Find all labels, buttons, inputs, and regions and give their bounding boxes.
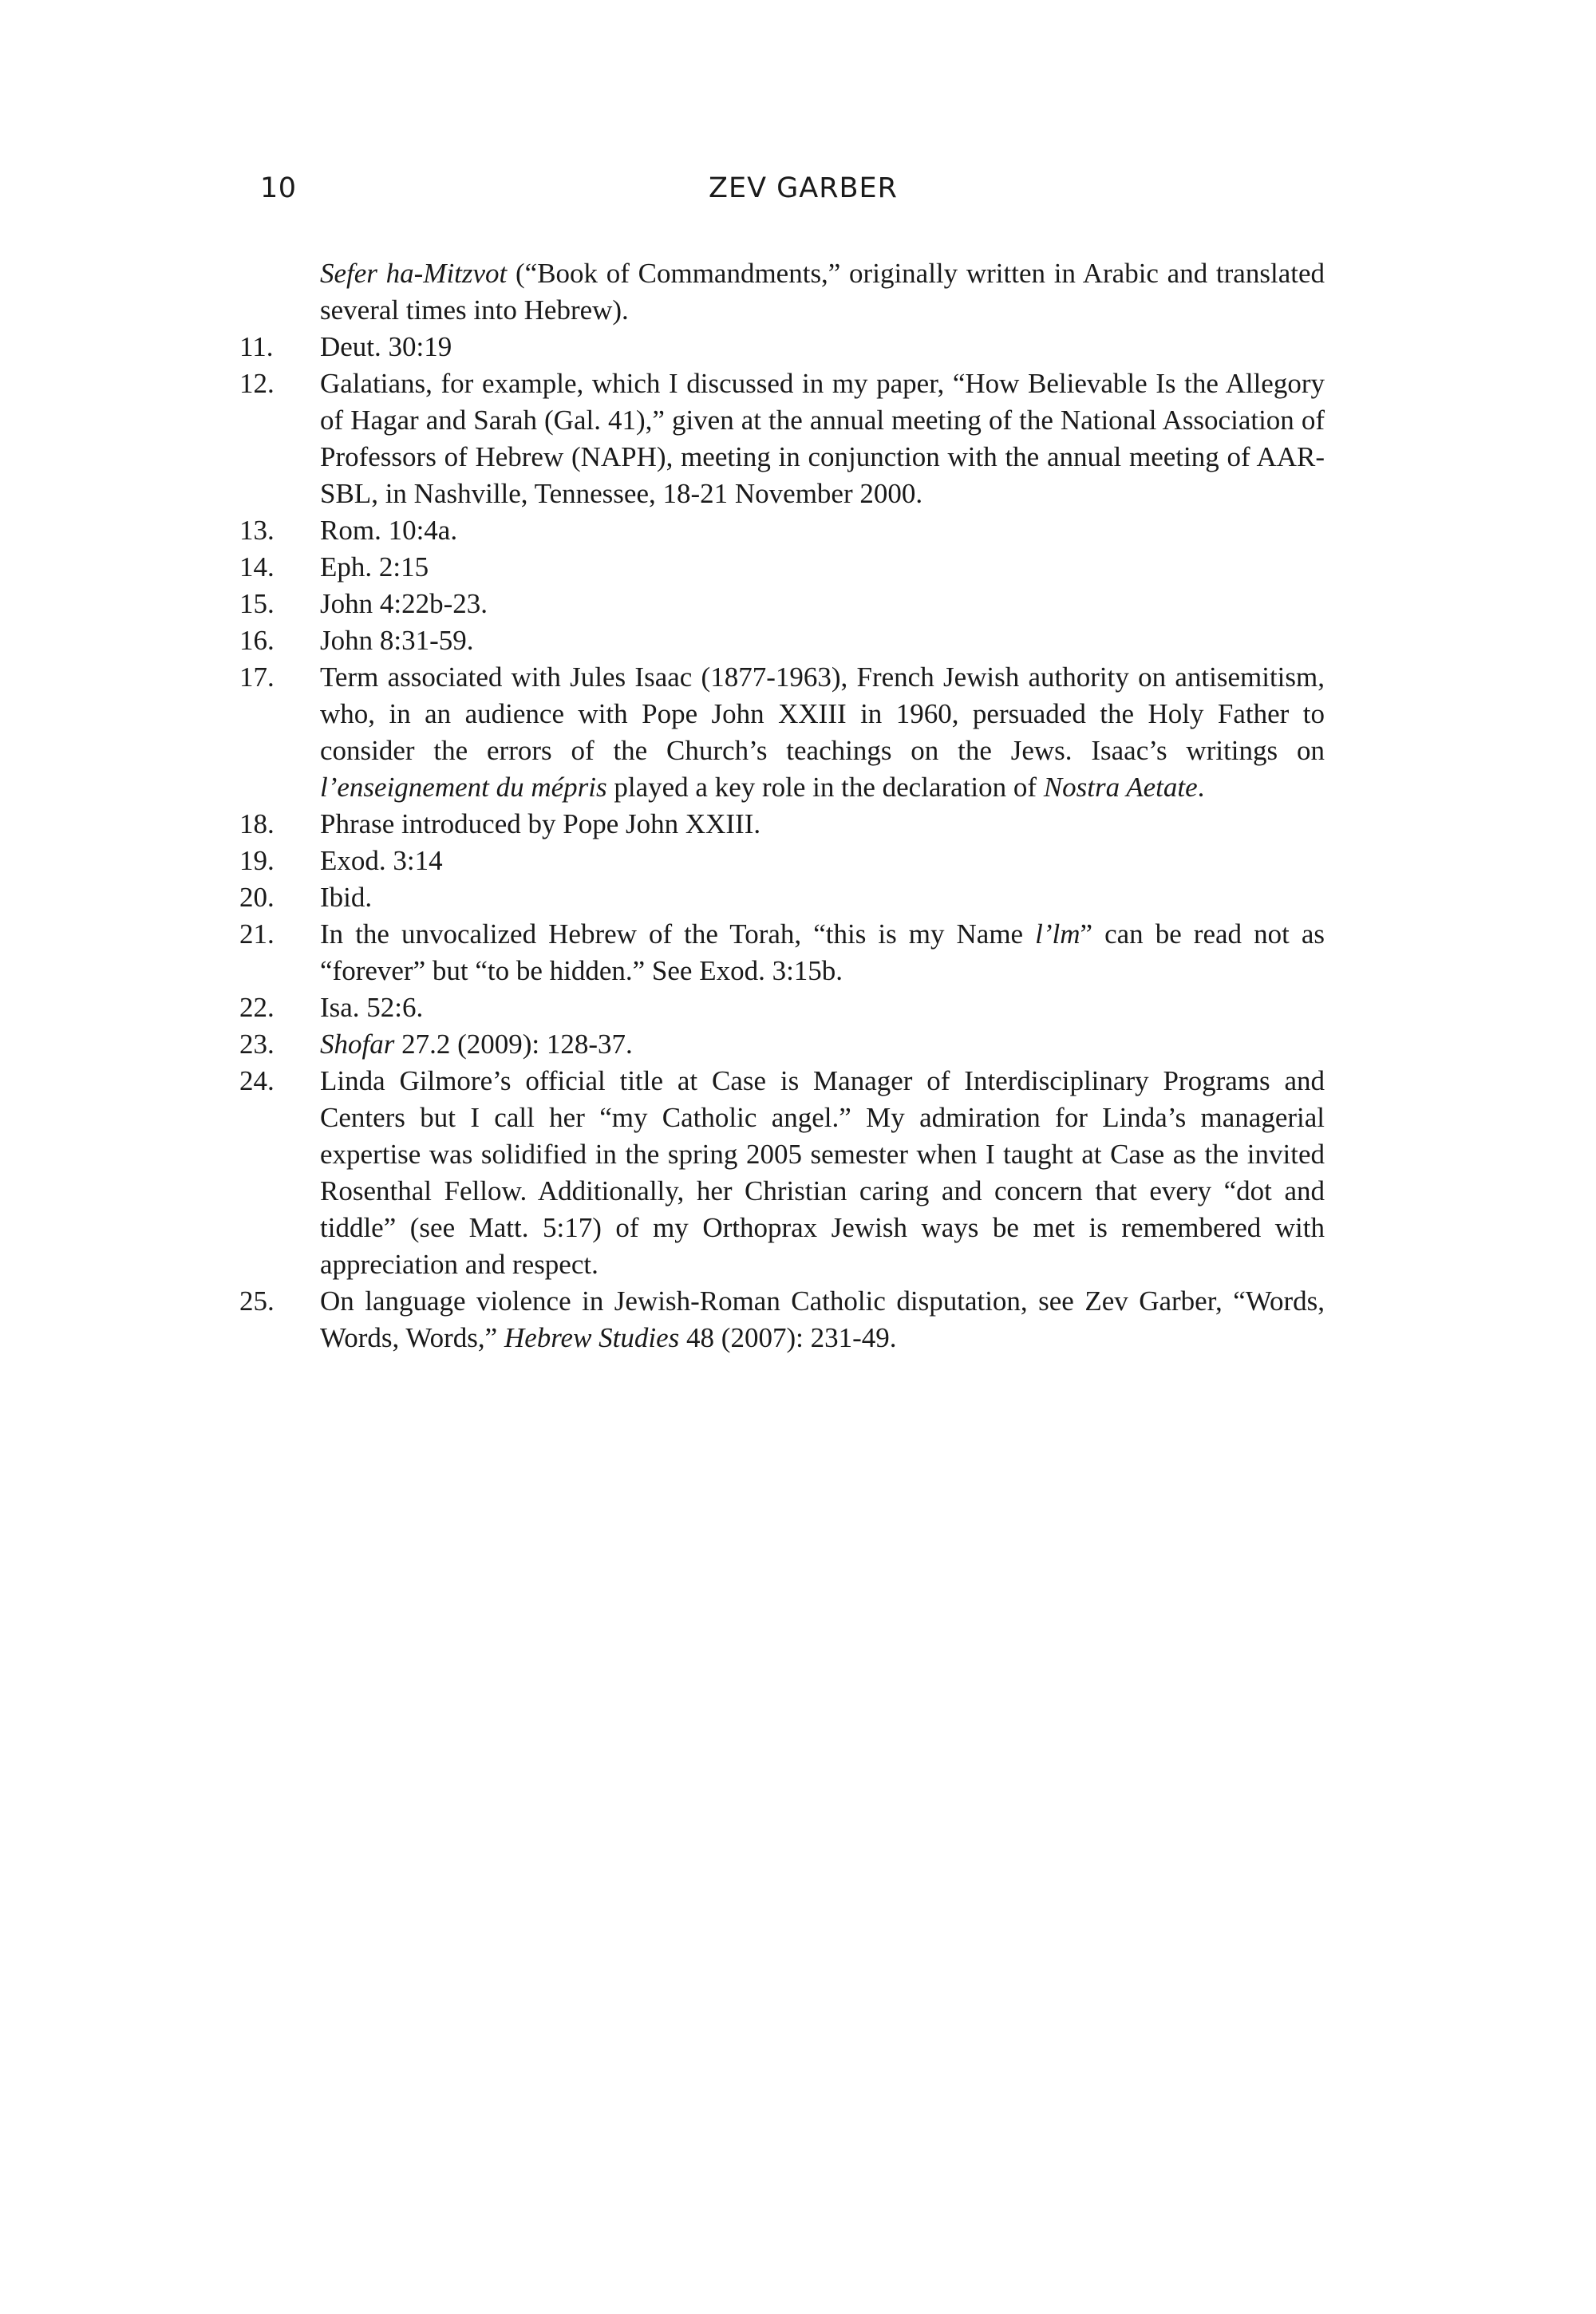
endnote-text-segment: John 4:22b-23. bbox=[320, 588, 488, 619]
endnote-number: 21. bbox=[239, 918, 275, 950]
endnote-italic-text: l’enseignement du mépris bbox=[320, 772, 607, 803]
endnote-number: 23. bbox=[239, 1029, 275, 1060]
endnote-item bbox=[239, 916, 1325, 989]
endnote-text bbox=[320, 916, 1325, 989]
endnote-item bbox=[239, 549, 1325, 586]
endnote-number: 17. bbox=[239, 661, 275, 693]
endnote-item bbox=[239, 365, 1325, 512]
endnote-text bbox=[320, 806, 1325, 843]
endnote-item bbox=[239, 1026, 1325, 1063]
endnote-item bbox=[239, 329, 1325, 365]
endnote-text bbox=[320, 549, 1325, 586]
endnote-italic-text: Shofar bbox=[320, 1029, 395, 1060]
page-header bbox=[0, 166, 1596, 214]
endnote-text bbox=[320, 1063, 1325, 1283]
endnote-number: 20. bbox=[239, 882, 275, 913]
endnote-item bbox=[239, 255, 1325, 329]
endnote-text-segment: played a key role in the declaration of bbox=[606, 772, 1044, 803]
page-number: 10 bbox=[260, 172, 297, 204]
endnote-text-segment: Isa. 52:6. bbox=[320, 992, 424, 1023]
endnote-number: 11. bbox=[239, 331, 274, 362]
endnote-text bbox=[320, 843, 1325, 879]
endnote-text bbox=[320, 1026, 1325, 1063]
endnote-text-segment: 48 (2007): 231-49. bbox=[679, 1322, 897, 1353]
endnote-item bbox=[239, 622, 1325, 659]
endnote-number: 12. bbox=[239, 368, 275, 399]
endnote-text-segment: Phrase introduced by Pope John XXIII. bbox=[320, 808, 761, 839]
endnote-item bbox=[239, 843, 1325, 879]
endnote-number: 15. bbox=[239, 588, 275, 619]
endnote-text-segment: Galatians, for example, which I discussed in my paper, “How Believable Is the Allegory of Hagar and Sarah (Gal. 41),” given at the annual meeting of the National Association of Professors of Hebrew (NAPH), meeting in conjunction with the annual meeting of AAR-SBL, in Nashville, Tennessee, 18-21 November 2000. bbox=[320, 368, 1325, 509]
endnote-number: 24. bbox=[239, 1065, 275, 1096]
endnote-italic-text: Sefer ha-Mitzvot bbox=[320, 258, 508, 289]
endnote-number: 19. bbox=[239, 845, 275, 876]
endnote-item bbox=[239, 1283, 1325, 1356]
endnote-number: 22. bbox=[239, 992, 275, 1023]
endnote-item bbox=[239, 879, 1325, 916]
endnote-item bbox=[239, 586, 1325, 622]
endnote-text bbox=[320, 1283, 1325, 1356]
endnote-text bbox=[320, 586, 1325, 622]
endnote-text-segment: ” can be read not as “forever” but “to be hidden.” See Exod. 3:15b. bbox=[320, 918, 1325, 986]
endnote-item bbox=[239, 659, 1325, 806]
endnotes-list bbox=[239, 255, 1325, 1356]
endnote-text bbox=[320, 329, 1325, 365]
endnote-text-segment: On language violence in Jewish-Roman Catholic disputation, see Zev Garber, “Words, Words, Words,” bbox=[320, 1285, 1325, 1353]
endnote-text-segment: Exod. 3:14 bbox=[320, 845, 443, 876]
endnote-text-segment: Term associated with Jules Isaac (1877-1963), French Jewish authority on antisemitism, who, in an audience with Pope John XXIII in 1960, persuaded the Holy Father to consider the errors of the Church’s teachings on the Jews. Isaac’s writings on bbox=[320, 661, 1325, 766]
endnote-number: 13. bbox=[239, 515, 275, 546]
endnote-text bbox=[320, 255, 1325, 329]
endnote-italic-text: Nostra Aetate bbox=[1043, 772, 1198, 803]
endnote-item bbox=[239, 989, 1325, 1026]
endnote-italic-text: l’lm bbox=[1035, 918, 1080, 950]
endnote-text-segment: Eph. 2:15 bbox=[320, 551, 429, 582]
endnote-text bbox=[320, 879, 1325, 916]
endnote-text bbox=[320, 659, 1325, 806]
endnote-number: 16. bbox=[239, 625, 275, 656]
endnote-text-segment: Linda Gilmore’s official title at Case is Manager of Interdisciplinary Programs and Centers but I call her “my Catholic angel.” My admiration for Linda’s managerial expertise was solidified in the spring 2005 semester when I taught at Case as the invited Rosenthal Fellow. Additionally, her Christian caring and concern that every “dot and tiddle” (see Matt. 5:17) of my Orthoprax Jewish ways be met is remembered with appreciation and respect. bbox=[320, 1065, 1325, 1280]
endnote-text-segment: Ibid. bbox=[320, 882, 373, 913]
endnote-text bbox=[320, 622, 1325, 659]
endnote-item bbox=[239, 806, 1325, 843]
endnote-text bbox=[320, 365, 1325, 512]
endnote-text-segment: (“Book of Commandments,” originally written in Arabic and translated several times into Hebrew). bbox=[320, 258, 1325, 326]
endnote-text-segment: Deut. 30:19 bbox=[320, 331, 452, 362]
endnote-text-segment: John 8:31-59. bbox=[320, 625, 474, 656]
endnote-text bbox=[320, 989, 1325, 1026]
endnote-text-segment: In the unvocalized Hebrew of the Torah, “this is my Name bbox=[320, 918, 1036, 950]
endnote-text-segment: Rom. 10:4a. bbox=[320, 515, 458, 546]
endnote-item bbox=[239, 1063, 1325, 1283]
endnote-number: 14. bbox=[239, 551, 275, 582]
endnote-text bbox=[320, 512, 1325, 549]
endnote-item bbox=[239, 512, 1325, 549]
running-head: ZEV GARBER bbox=[709, 172, 898, 204]
endnote-text-segment: . bbox=[1197, 772, 1205, 803]
endnote-number: 25. bbox=[239, 1285, 275, 1317]
endnote-number: 18. bbox=[239, 808, 275, 839]
endnote-text-segment: 27.2 (2009): 128-37. bbox=[394, 1029, 633, 1060]
endnote-italic-text: Hebrew Studies bbox=[504, 1322, 680, 1353]
